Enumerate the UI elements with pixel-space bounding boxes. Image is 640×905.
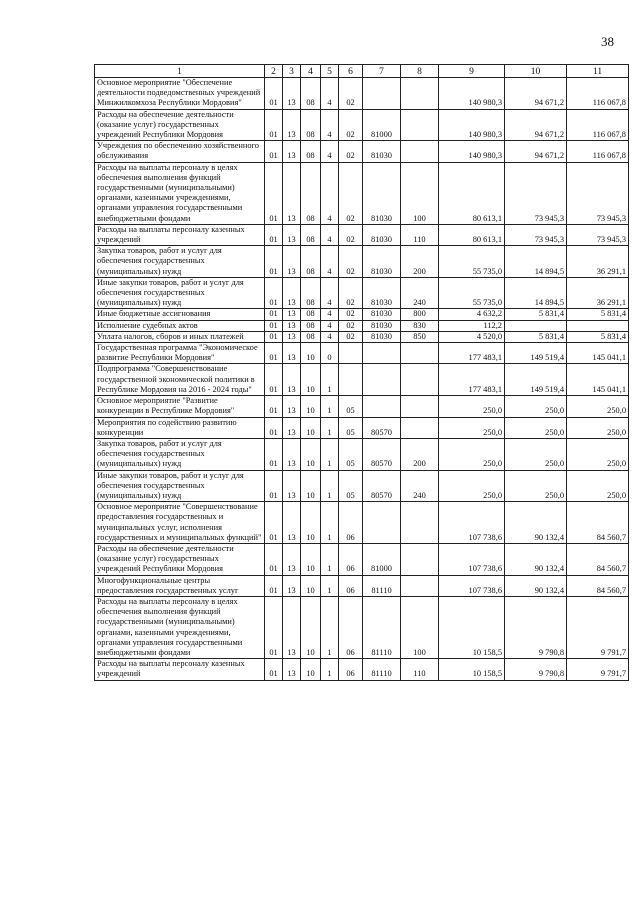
- code-cell: 4: [321, 277, 339, 309]
- row-name-cell: Иные закупки товаров, работ и услуг для обеспечения государственных (муниципальных) нужд: [95, 470, 265, 502]
- code-cell: 02: [339, 162, 363, 224]
- table-row: [95, 343, 629, 364]
- code-cell: 01: [265, 470, 283, 502]
- amount-cell: 177 483,1: [439, 343, 505, 364]
- amount-cell: 55 735,0: [439, 277, 505, 309]
- code-cell: 02: [339, 141, 363, 162]
- code-cell: 01: [265, 309, 283, 320]
- code-cell: 4: [321, 162, 339, 224]
- code-cell: 02: [339, 109, 363, 141]
- amount-cell: 94 671,2: [505, 78, 567, 110]
- amount-cell: 250,0: [439, 470, 505, 502]
- code-cell: 10: [301, 396, 321, 417]
- amount-cell: 116 067,8: [567, 109, 629, 141]
- table-header-row: [95, 65, 629, 78]
- code-cell: 01: [265, 396, 283, 417]
- code-cell: 200: [401, 246, 439, 278]
- table-row: [95, 575, 629, 596]
- amount-cell: 250,0: [567, 470, 629, 502]
- code-cell: 13: [283, 162, 301, 224]
- code-cell: 81110: [363, 575, 401, 596]
- code-cell: 13: [283, 575, 301, 596]
- code-cell: 01: [265, 575, 283, 596]
- code-cell: 240: [401, 470, 439, 502]
- code-cell: 4: [321, 246, 339, 278]
- code-cell: 200: [401, 438, 439, 470]
- amount-cell: 177 483,1: [439, 364, 505, 396]
- amount-cell: 94 671,2: [505, 109, 567, 141]
- row-name-cell: Подпрограмма "Совершенствование государственной экономической политики в Республике Мордовия на 2016 - 2024 годы": [95, 364, 265, 396]
- code-cell: 01: [265, 438, 283, 470]
- code-cell: 1: [321, 438, 339, 470]
- code-cell: 08: [301, 320, 321, 331]
- amount-cell: 73 945,3: [567, 224, 629, 245]
- amount-cell: 250,0: [567, 438, 629, 470]
- amount-cell: 9 790,8: [505, 596, 567, 658]
- amount-cell: 36 291,1: [567, 277, 629, 309]
- amount-cell: 10 158,5: [439, 659, 505, 680]
- code-cell: 08: [301, 309, 321, 320]
- code-cell: 81030: [363, 320, 401, 331]
- code-cell: 81000: [363, 109, 401, 141]
- code-cell: 800: [401, 309, 439, 320]
- amount-cell: 140 980,3: [439, 109, 505, 141]
- table-row: [95, 78, 629, 110]
- amount-cell: 250,0: [505, 417, 567, 438]
- code-cell: [401, 543, 439, 575]
- table-row: [95, 659, 629, 680]
- amount-cell: 84 560,7: [567, 502, 629, 544]
- code-cell: 1: [321, 417, 339, 438]
- row-name-cell: Иные бюджетные ассигнования: [95, 309, 265, 320]
- row-name-cell: Расходы на выплаты персоналу в целях обеспечения выполнения функций государственными (муниципальными) органами, казенными учреждениями, органами управления государственными внебюджетными фондами: [95, 162, 265, 224]
- budget-table: [94, 64, 629, 681]
- code-cell: 13: [283, 109, 301, 141]
- code-cell: 1: [321, 396, 339, 417]
- amount-cell: 14 894,5: [505, 246, 567, 278]
- code-cell: 10: [301, 438, 321, 470]
- code-cell: [401, 343, 439, 364]
- amount-cell: 250,0: [505, 438, 567, 470]
- row-name-cell: Закупка товаров, работ и услуг для обеспечения государственных (муниципальных) нужд: [95, 246, 265, 278]
- code-cell: [363, 502, 401, 544]
- code-cell: 1: [321, 502, 339, 544]
- column-header: 3: [283, 65, 301, 78]
- code-cell: 02: [339, 331, 363, 342]
- code-cell: 13: [283, 277, 301, 309]
- code-cell: 13: [283, 78, 301, 110]
- row-name-cell: Основное мероприятие "Обеспечение деятельности подведомственных учреждений Минжилкомхоза Республики Мордовия": [95, 78, 265, 110]
- row-name-cell: Расходы на выплаты персоналу в целях обеспечения выполнения функций государственными (муниципальными) органами, казенными учреждениями, органами управления государственными внебюджетными фондами: [95, 596, 265, 658]
- amount-cell: 250,0: [505, 470, 567, 502]
- amount-cell: 112,2: [439, 320, 505, 331]
- row-name-cell: Уплата налогов, сборов и иных платежей: [95, 331, 265, 342]
- code-cell: 13: [283, 659, 301, 680]
- amount-cell: 80 613,1: [439, 224, 505, 245]
- amount-cell: 250,0: [567, 396, 629, 417]
- code-cell: 01: [265, 162, 283, 224]
- table-row: [95, 596, 629, 658]
- row-name-cell: Расходы на обеспечение деятельности (оказание услуг) государственных учреждений Республики Мордовия: [95, 109, 265, 141]
- code-cell: 4: [321, 109, 339, 141]
- amount-cell: 4 632,2: [439, 309, 505, 320]
- code-cell: 01: [265, 277, 283, 309]
- amount-cell: 107 738,6: [439, 502, 505, 544]
- table-row: [95, 396, 629, 417]
- code-cell: 02: [339, 309, 363, 320]
- code-cell: 08: [301, 141, 321, 162]
- code-cell: 10: [301, 543, 321, 575]
- amount-cell: 84 560,7: [567, 575, 629, 596]
- amount-cell: 90 132,4: [505, 543, 567, 575]
- code-cell: 01: [265, 109, 283, 141]
- code-cell: [339, 364, 363, 396]
- amount-cell: 116 067,8: [567, 141, 629, 162]
- column-header: 10: [505, 65, 567, 78]
- code-cell: 13: [283, 309, 301, 320]
- code-cell: 1: [321, 659, 339, 680]
- code-cell: 08: [301, 109, 321, 141]
- table-row: [95, 438, 629, 470]
- column-header: 11: [567, 65, 629, 78]
- code-cell: 4: [321, 141, 339, 162]
- table-row: [95, 320, 629, 331]
- amount-cell: 4 520,0: [439, 331, 505, 342]
- code-cell: 13: [283, 246, 301, 278]
- amount-cell: 116 067,8: [567, 78, 629, 110]
- code-cell: 13: [283, 320, 301, 331]
- code-cell: 13: [283, 364, 301, 396]
- table-row: [95, 364, 629, 396]
- code-cell: 13: [283, 417, 301, 438]
- code-cell: 81030: [363, 277, 401, 309]
- code-cell: 1: [321, 596, 339, 658]
- amount-cell: 145 041,1: [567, 364, 629, 396]
- row-name-cell: Государственная программа "Экономическое развитие Республики Мордовия": [95, 343, 265, 364]
- code-cell: 10: [301, 502, 321, 544]
- amount-cell: 9 790,8: [505, 659, 567, 680]
- amount-cell: 10 158,5: [439, 596, 505, 658]
- table-row: [95, 109, 629, 141]
- code-cell: [339, 343, 363, 364]
- row-name-cell: Исполнение судебных актов: [95, 320, 265, 331]
- table-row: [95, 141, 629, 162]
- code-cell: [401, 364, 439, 396]
- amount-cell: 55 735,0: [439, 246, 505, 278]
- code-cell: 13: [283, 343, 301, 364]
- code-cell: 13: [283, 596, 301, 658]
- code-cell: 02: [339, 78, 363, 110]
- table-row: [95, 162, 629, 224]
- code-cell: 13: [283, 396, 301, 417]
- code-cell: 08: [301, 162, 321, 224]
- code-cell: 02: [339, 224, 363, 245]
- row-name-cell: Учреждения по обеспечению хозяйственного обслуживания: [95, 141, 265, 162]
- amount-cell: 5 831,4: [505, 309, 567, 320]
- code-cell: 01: [265, 78, 283, 110]
- code-cell: [401, 575, 439, 596]
- column-header: 5: [321, 65, 339, 78]
- table-row: [95, 543, 629, 575]
- code-cell: 13: [283, 543, 301, 575]
- code-cell: 05: [339, 470, 363, 502]
- row-name-cell: Расходы на обеспечение деятельности (оказание услуг) государственных учреждений Республики Мордовия: [95, 543, 265, 575]
- code-cell: 81030: [363, 162, 401, 224]
- code-cell: 01: [265, 417, 283, 438]
- table-row: [95, 246, 629, 278]
- code-cell: 01: [265, 331, 283, 342]
- code-cell: 110: [401, 224, 439, 245]
- code-cell: 06: [339, 543, 363, 575]
- code-cell: 4: [321, 78, 339, 110]
- code-cell: 100: [401, 162, 439, 224]
- code-cell: [401, 502, 439, 544]
- code-cell: 02: [339, 320, 363, 331]
- code-cell: 06: [339, 659, 363, 680]
- code-cell: 0: [321, 343, 339, 364]
- code-cell: 08: [301, 277, 321, 309]
- code-cell: 01: [265, 224, 283, 245]
- code-cell: 1: [321, 364, 339, 396]
- code-cell: 4: [321, 331, 339, 342]
- amount-cell: 90 132,4: [505, 575, 567, 596]
- amount-cell: 90 132,4: [505, 502, 567, 544]
- code-cell: 13: [283, 502, 301, 544]
- code-cell: 01: [265, 502, 283, 544]
- code-cell: 02: [339, 246, 363, 278]
- amount-cell: 107 738,6: [439, 575, 505, 596]
- code-cell: 08: [301, 331, 321, 342]
- table-row: [95, 470, 629, 502]
- table-row: [95, 309, 629, 320]
- table-body: [95, 78, 629, 681]
- code-cell: 1: [321, 543, 339, 575]
- code-cell: 830: [401, 320, 439, 331]
- column-header: 2: [265, 65, 283, 78]
- code-cell: 850: [401, 331, 439, 342]
- amount-cell: 140 980,3: [439, 141, 505, 162]
- code-cell: [363, 343, 401, 364]
- column-header: 1: [95, 65, 265, 78]
- code-cell: [363, 396, 401, 417]
- code-cell: [363, 78, 401, 110]
- code-cell: 06: [339, 575, 363, 596]
- code-cell: 10: [301, 659, 321, 680]
- amount-cell: 36 291,1: [567, 246, 629, 278]
- row-name-cell: Иные закупки товаров, работ и услуг для обеспечения государственных (муниципальных) нужд: [95, 277, 265, 309]
- table-row: [95, 417, 629, 438]
- row-name-cell: Основное мероприятие "Развитие конкуренции в Республике Мордовия": [95, 396, 265, 417]
- amount-cell: 73 945,3: [567, 162, 629, 224]
- table-row: [95, 224, 629, 245]
- code-cell: 05: [339, 417, 363, 438]
- amount-cell: 94 671,2: [505, 141, 567, 162]
- code-cell: 10: [301, 343, 321, 364]
- code-cell: 01: [265, 246, 283, 278]
- code-cell: 05: [339, 396, 363, 417]
- table-row: [95, 502, 629, 544]
- amount-cell: 250,0: [505, 396, 567, 417]
- code-cell: 08: [301, 224, 321, 245]
- code-cell: 01: [265, 543, 283, 575]
- amount-cell: 80 613,1: [439, 162, 505, 224]
- code-cell: 81030: [363, 246, 401, 278]
- code-cell: 01: [265, 659, 283, 680]
- code-cell: 10: [301, 417, 321, 438]
- amount-cell: 9 791,7: [567, 659, 629, 680]
- column-header: 4: [301, 65, 321, 78]
- code-cell: [401, 109, 439, 141]
- amount-cell: 84 560,7: [567, 543, 629, 575]
- code-cell: 02: [339, 277, 363, 309]
- row-name-cell: Расходы на выплаты персоналу казенных учреждений: [95, 659, 265, 680]
- code-cell: 10: [301, 596, 321, 658]
- code-cell: 05: [339, 438, 363, 470]
- code-cell: 13: [283, 331, 301, 342]
- code-cell: 01: [265, 141, 283, 162]
- code-cell: 110: [401, 659, 439, 680]
- amount-cell: 250,0: [439, 396, 505, 417]
- code-cell: 4: [321, 224, 339, 245]
- code-cell: 10: [301, 364, 321, 396]
- column-header: 7: [363, 65, 401, 78]
- code-cell: 1: [321, 470, 339, 502]
- amount-cell: 5 831,4: [567, 309, 629, 320]
- code-cell: 01: [265, 364, 283, 396]
- amount-cell: 9 791,7: [567, 596, 629, 658]
- code-cell: [401, 141, 439, 162]
- code-cell: 13: [283, 224, 301, 245]
- table-row: [95, 277, 629, 309]
- code-cell: 80570: [363, 438, 401, 470]
- code-cell: 01: [265, 320, 283, 331]
- row-name-cell: Закупка товаров, работ и услуг для обеспечения государственных (муниципальных) нужд: [95, 438, 265, 470]
- code-cell: 80570: [363, 470, 401, 502]
- code-cell: 81030: [363, 331, 401, 342]
- code-cell: 4: [321, 320, 339, 331]
- code-cell: 81030: [363, 224, 401, 245]
- column-header: 8: [401, 65, 439, 78]
- table-row: [95, 331, 629, 342]
- code-cell: 08: [301, 246, 321, 278]
- amount-cell: 149 519,4: [505, 364, 567, 396]
- code-cell: 4: [321, 309, 339, 320]
- amount-cell: 5 831,4: [505, 331, 567, 342]
- amount-cell: 250,0: [567, 417, 629, 438]
- row-name-cell: Расходы на выплаты персоналу казенных учреждений: [95, 224, 265, 245]
- code-cell: 1: [321, 575, 339, 596]
- amount-cell: 73 945,3: [505, 224, 567, 245]
- column-header: 9: [439, 65, 505, 78]
- code-cell: 81110: [363, 596, 401, 658]
- amount-cell: 250,0: [439, 417, 505, 438]
- row-name-cell: Мероприятия по содействию развитию конкуренции: [95, 417, 265, 438]
- code-cell: 01: [265, 343, 283, 364]
- code-cell: 100: [401, 596, 439, 658]
- amount-cell: [505, 320, 567, 331]
- code-cell: 08: [301, 78, 321, 110]
- amount-cell: 149 519,4: [505, 343, 567, 364]
- code-cell: 81030: [363, 309, 401, 320]
- code-cell: 13: [283, 470, 301, 502]
- code-cell: 06: [339, 596, 363, 658]
- code-cell: 81000: [363, 543, 401, 575]
- code-cell: 06: [339, 502, 363, 544]
- amount-cell: 73 945,3: [505, 162, 567, 224]
- code-cell: [401, 78, 439, 110]
- code-cell: 80570: [363, 417, 401, 438]
- amount-cell: 14 894,5: [505, 277, 567, 309]
- code-cell: [401, 396, 439, 417]
- code-cell: 13: [283, 438, 301, 470]
- amount-cell: 5 831,4: [567, 331, 629, 342]
- code-cell: 01: [265, 596, 283, 658]
- amount-cell: 145 041,1: [567, 343, 629, 364]
- amount-cell: [567, 320, 629, 331]
- code-cell: 10: [301, 575, 321, 596]
- row-name-cell: Основное мероприятие "Совершенствование предоставления государственных и муниципальных услуг, исполнения государственных и муниципальных функций": [95, 502, 265, 544]
- code-cell: 10: [301, 470, 321, 502]
- code-cell: 81110: [363, 659, 401, 680]
- code-cell: 240: [401, 277, 439, 309]
- amount-cell: 140 980,3: [439, 78, 505, 110]
- code-cell: 81030: [363, 141, 401, 162]
- row-name-cell: Многофункциональные центры предоставления государственных услуг: [95, 575, 265, 596]
- amount-cell: 250,0: [439, 438, 505, 470]
- code-cell: [363, 364, 401, 396]
- code-cell: [401, 417, 439, 438]
- page-number: 38: [601, 34, 614, 49]
- amount-cell: 107 738,6: [439, 543, 505, 575]
- column-header: 6: [339, 65, 363, 78]
- code-cell: 13: [283, 141, 301, 162]
